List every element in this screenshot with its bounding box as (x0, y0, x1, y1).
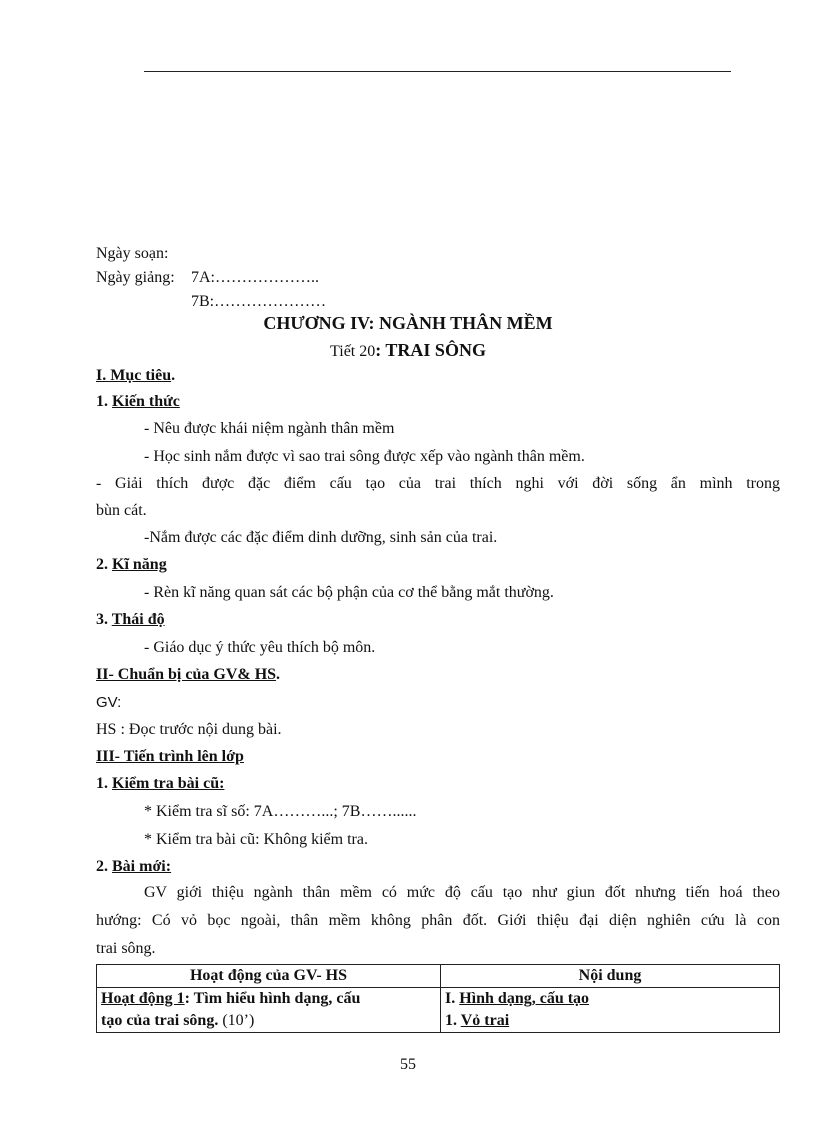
new-lesson-text: trai sông. (96, 940, 156, 957)
review-item: * Kiểm tra sĩ số: 7A………...; 7B……...... (144, 803, 417, 820)
knowledge-item-cont: bùn cát. (96, 502, 147, 519)
page-number: 55 (400, 1056, 416, 1073)
review-item: * Kiểm tra bài cũ: Không kiểm tra. (144, 831, 368, 848)
date-prepared: Ngày soạn: (96, 245, 169, 262)
knowledge-item: -Nắm được các đặc điểm dinh dưỡng, sinh sản của trai. (144, 529, 498, 546)
activity-text: tạo của trai sông. (101, 1012, 219, 1029)
table-header-content: Nội dung (441, 965, 780, 988)
section-procedure-heading: III- Tiến trình lên lớp (96, 748, 244, 765)
content-cell (441, 988, 780, 1033)
gv-prep: GV: (96, 694, 122, 711)
knowledge-item: - Nêu được khái niệm ngành thân mềm (144, 420, 395, 437)
class-7a: 7A:……………….. (191, 269, 319, 286)
hs-prep: HS : Đọc trước nội dung bài. (96, 721, 282, 738)
activity-text: : Tìm hiểu hình dạng, cấu (184, 990, 361, 1007)
new-lesson-heading: 2. Bài mới: (96, 858, 172, 875)
activity-label: Hoạt động 1 (101, 990, 185, 1007)
table-header-row (97, 965, 780, 988)
knowledge-item: - Học sinh nắm được vì sao trai sông được xếp vào ngành thân mềm. (144, 448, 585, 465)
table-header-activity: Hoạt động của GV- HS (97, 965, 441, 988)
content-sub: 1. Vỏ trai (445, 1012, 510, 1029)
attitude-item: - Giáo dục ý thức yêu thích bộ môn. (144, 639, 376, 656)
new-lesson-text: GV giới thiệu ngành thân mềm có mức độ cấu tạo như giun đốt nhưng tiến hoá theo (144, 884, 780, 901)
date-taught: Ngày giảng: (96, 269, 175, 286)
knowledge-item: - Giải thích được đặc điểm cấu tạo của trai thích nghi với đời sống ẩn mình trong (96, 475, 780, 492)
skills-heading: 2. Kĩ năng (96, 556, 167, 573)
attitude-heading: 3. Thái độ (96, 611, 165, 628)
lesson-title (0, 340, 816, 361)
section-objectives-heading: I. Mục tiêu. (96, 367, 176, 384)
activity-time: (10’) (218, 1012, 255, 1029)
class-7b: 7B:………………… (191, 293, 327, 310)
table-row (97, 988, 780, 1033)
header-rule (144, 71, 731, 72)
lesson-name: : TRAI SÔNG (375, 340, 486, 360)
activity-cell (97, 988, 441, 1033)
lesson-number: Tiết 20 (330, 343, 376, 360)
review-heading: 1. Kiểm tra bài cũ: (96, 775, 225, 792)
section-preparation-heading: II- Chuẩn bị của GV& HS. (96, 666, 281, 683)
activity-table (96, 964, 780, 1033)
chapter-title: CHƯƠNG IV: NGÀNH THÂN MỀM (263, 313, 553, 333)
new-lesson-text: hướng: Có vỏ bọc ngoài, thân mềm không phân đốt. Giới thiệu đại diện nghiên cứu là con (96, 912, 780, 929)
skills-item: - Rèn kĩ năng quan sát các bộ phận của cơ thể bằng mắt thường. (144, 584, 554, 601)
knowledge-heading: 1. Kiến thức (96, 393, 180, 410)
content-heading: I. Hình dạng, cấu tạo (445, 990, 590, 1007)
